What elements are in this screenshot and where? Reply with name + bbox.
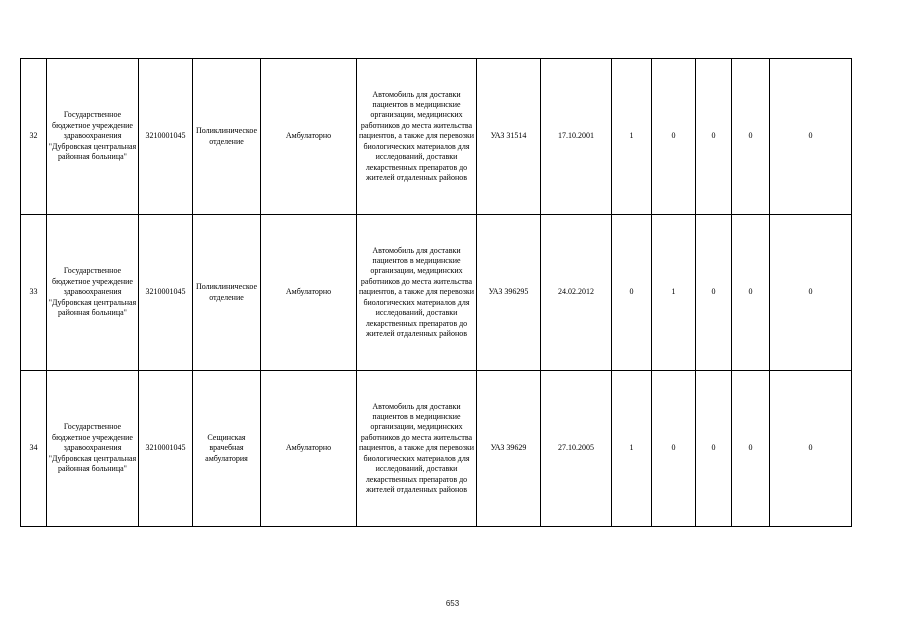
purpose-cell: Автомобиль для доставки пациентов в медицинские организации, медицинских работников до места жительства пациентов, а также для перевозки биологических материалов для исследований, доставки лекарственных препаратов до жителей отдаленных районов xyxy=(357,59,477,215)
institution-cell: Государственное бюджетное учреждение здравоохранения "Дубровская центральная районная больница" xyxy=(47,59,139,215)
vehicle-model-cell: УАЗ 31514 xyxy=(477,59,541,215)
department-cell: Сещинская врачебная амбулатория xyxy=(193,371,261,527)
count-cell-3: 0 xyxy=(696,215,732,371)
table-row xyxy=(21,371,852,527)
row-number-cell: 33 xyxy=(21,215,47,371)
vehicle-model-cell: УАЗ 39629 xyxy=(477,371,541,527)
care-type-cell: Амбулаторно xyxy=(261,59,357,215)
purpose-cell: Автомобиль для доставки пациентов в медицинские организации, медицинских работников до места жительства пациентов, а также для перевозки биологических материалов для исследований, доставки лекарственных препаратов до жителей отдаленных районов xyxy=(357,371,477,527)
count-cell-5: 0 xyxy=(770,59,852,215)
purpose-cell: Автомобиль для доставки пациентов в медицинские организации, медицинских работников до места жительства пациентов, а также для перевозки биологических материалов для исследований, доставки лекарственных препаратов до жителей отдаленных районов xyxy=(357,215,477,371)
vehicle-model-cell: УАЗ 396295 xyxy=(477,215,541,371)
code-cell: 3210001045 xyxy=(139,59,193,215)
count-cell-2: 1 xyxy=(652,215,696,371)
care-type-cell: Амбулаторно xyxy=(261,371,357,527)
page-number: 653 xyxy=(445,599,460,608)
count-cell-1: 1 xyxy=(612,59,652,215)
row-number-cell: 34 xyxy=(21,371,47,527)
date-cell: 24.02.2012 xyxy=(541,215,612,371)
care-type-cell: Амбулаторно xyxy=(261,215,357,371)
date-cell: 17.10.2001 xyxy=(541,59,612,215)
count-cell-4: 0 xyxy=(732,215,770,371)
table-row xyxy=(21,59,852,215)
row-number-cell: 32 xyxy=(21,59,47,215)
count-cell-2: 0 xyxy=(652,59,696,215)
code-cell: 3210001045 xyxy=(139,371,193,527)
department-cell: Поликлиническое отделение xyxy=(193,59,261,215)
institution-cell: Государственное бюджетное учреждение здравоохранения "Дубровская центральная районная больница" xyxy=(47,371,139,527)
count-cell-4: 0 xyxy=(732,371,770,527)
count-cell-1: 1 xyxy=(612,371,652,527)
count-cell-3: 0 xyxy=(696,371,732,527)
count-cell-2: 0 xyxy=(652,371,696,527)
count-cell-3: 0 xyxy=(696,59,732,215)
count-cell-4: 0 xyxy=(732,59,770,215)
count-cell-5: 0 xyxy=(770,371,852,527)
code-cell: 3210001045 xyxy=(139,215,193,371)
institution-cell: Государственное бюджетное учреждение здравоохранения "Дубровская центральная районная больница" xyxy=(47,215,139,371)
date-cell: 27.10.2005 xyxy=(541,371,612,527)
count-cell-5: 0 xyxy=(770,215,852,371)
vehicles-table xyxy=(20,58,852,527)
count-cell-1: 0 xyxy=(612,215,652,371)
table-row xyxy=(21,215,852,371)
department-cell: Поликлиническое отделение xyxy=(193,215,261,371)
